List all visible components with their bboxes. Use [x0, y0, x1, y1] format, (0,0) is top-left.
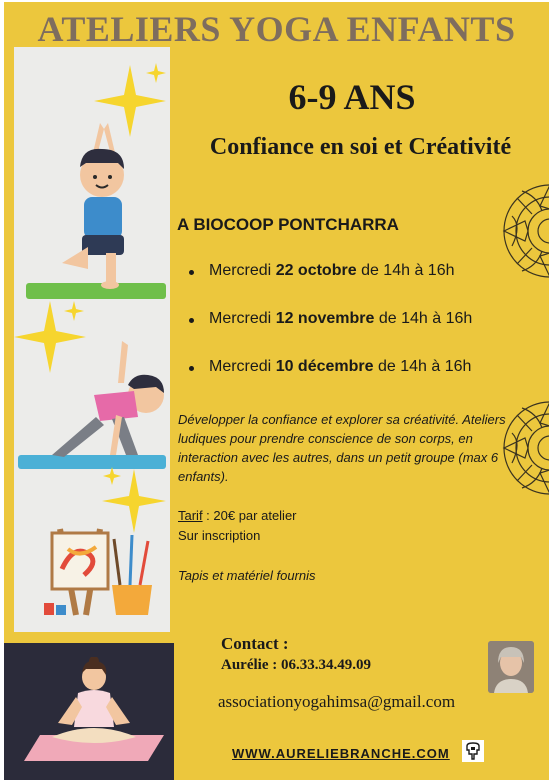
session-item — [189, 358, 472, 406]
session-day: Mercredi — [209, 262, 272, 279]
description: Développer la confiance et explorer sa créativité. Ateliers ludiques pour prendre conscience de son corps, en interaction avec les autres, dans un petit groupe (max 6 enfants). — [178, 412, 506, 484]
session-date: 22 octobre — [275, 262, 357, 279]
subtitle: Confiance en soi et Créativité — [209, 134, 512, 160]
pricing-value: : 20€ par atelier — [202, 508, 297, 523]
meditation-woman-icon — [18, 657, 168, 769]
session-item — [189, 310, 472, 358]
illustration-panel — [14, 47, 170, 632]
registration-note: Sur inscription — [178, 528, 261, 543]
session-time: de 14h à 16h — [377, 358, 472, 375]
materials-note: Tapis et matériel fournis — [178, 568, 316, 583]
session-time: de 14h à 16h — [361, 262, 455, 279]
contact-email[interactable]: associationyogahimsa@gmail.com — [218, 692, 456, 711]
avatar — [488, 641, 534, 693]
contact-phone[interactable]: Aurélie : 06.33.34.49.09 — [221, 657, 371, 673]
pricing-label: Tarif — [178, 508, 203, 523]
age-range: 6-9 ANS — [288, 77, 416, 117]
session-item — [189, 262, 472, 310]
easel-paint-icon — [40, 519, 156, 619]
session-date: 12 novembre — [275, 310, 375, 327]
session-time: de 14h à 16h — [378, 310, 473, 327]
location: A BIOCOOP PONTCHARRA — [177, 215, 399, 234]
website-link[interactable]: WWW.AURELIEBRANCHE.COM — [232, 746, 450, 761]
session-day: Mercredi — [209, 310, 272, 327]
qr-code-icon — [462, 740, 484, 762]
session-list — [189, 262, 472, 406]
contact-title: Contact : — [221, 634, 289, 653]
footer-illustration — [4, 643, 174, 780]
pricing-block — [178, 506, 508, 546]
poster — [4, 2, 549, 780]
session-day: Mercredi — [209, 358, 272, 375]
poster-title: ATELIERS YOGA ENFANTS — [37, 9, 516, 49]
yoga-triangle-pose-kid-icon — [16, 337, 168, 477]
mandala-icon — [492, 176, 549, 286]
session-date: 10 décembre — [275, 358, 374, 375]
yoga-tree-pose-kid-icon — [22, 117, 170, 307]
